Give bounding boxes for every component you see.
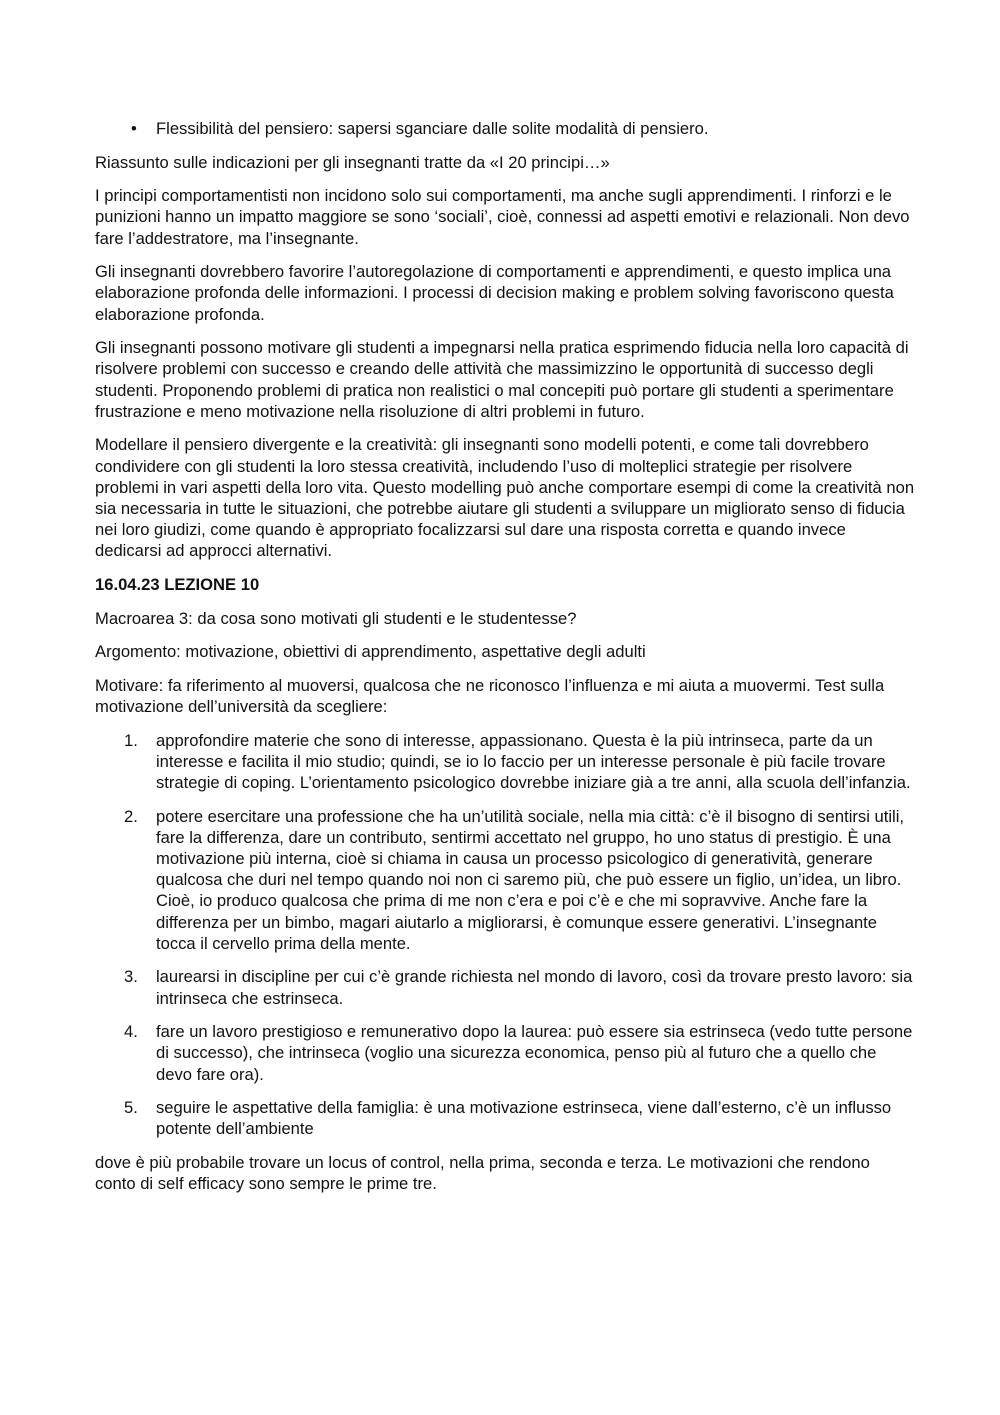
paragraph-behaviorist-principles: I principi comportamentisti non incidono solo sui comportamenti, ma anche sugli apprendimenti. I rinforzi e le punizioni hanno un impatto maggiore se sono ‘sociali’, cioè, connessi ad aspetti emotivi e relazionali. Non devo fare l’addestratore, ma l’insegnante. — [95, 186, 910, 248]
list-item-text: seguire le aspettative della famiglia: è una motivazione estrinseca, viene dall’esterno, c’è un influsso potente dell’ambiente — [156, 1098, 892, 1139]
paragraph-summary-title: Riassunto sulle indicazioni per gli insegnanti tratte da «I 20 principi…» — [95, 152, 610, 172]
list-number: 4. — [124, 1022, 138, 1042]
bullet-text: Flessibilità del pensiero: sapersi sganciare dalle solite modalità di pensiero. — [156, 119, 709, 138]
list-item-text: fare un lavoro prestigioso e remunerativo dopo la laurea: può essere sia estrinseca (vedo tutte persone di successo), che intrinseca (voglio una sicurezza economica, penso più al futuro che a quello che devo fare ora). — [156, 1022, 913, 1084]
document-page — [95, 118, 915, 1207]
paragraph-divergent-thinking: Modellare il pensiero divergente e la creatività: gli insegnanti sono modelli potenti, e come tali dovrebbero condividere con gli studenti la loro stessa creatività, includendo l’uso di molteplici strategie per risolvere problemi in vari aspetti della loro vita. Questo modelling può anche comportare esempi di come la creatività non sia necessaria in tutte le situazioni, che potrebbe aiutare gli studenti a sviluppare un migliorato senso di fiducia nei loro giudizi, come quando è appropriato focalizzarsi sul dare una risposta corretta e quando invece dedicarsi ad approcci alternativi. — [95, 435, 915, 561]
paragraph-locus-of-control: dove è più probabile trovare un locus of control, nella prima, seconda e terza. Le motivazioni che rendono conto di self efficacy sono sempre le prime tre. — [95, 1152, 870, 1194]
paragraph-argomento: Argomento: motivazione, obiettivi di apprendimento, aspettative degli adulti — [95, 642, 646, 662]
list-item — [95, 806, 915, 954]
list-item-text: approfondire materie che sono di interesse, appassionano. Questa è la più intrinseca, parte da un interesse e facilita il mio studio; quindi, se io lo faccio per un interesse personale è più facile trovare strategie di coping. L’orientamento psicologico dovrebbe iniziare già a tre anni, alla scuola dell’infanzia. — [156, 730, 911, 792]
list-item-text: laurearsi in discipline per cui c’è grande richiesta nel mondo di lavoro, così da trovare presto lavoro: sia intrinseca che estrinseca. — [156, 967, 913, 1008]
list-item-text: potere esercitare una professione che ha un’utilità sociale, nella mia città: c’è il bisogno di sentirsi utili, fare la differenza, dare un contributo, sentirmi accettato nel gruppo, ho uno status di prestigio. È una motivazione più interna, cioè si chiama in causa un processo psicologico di generatività, generare qualcosa che duri nel tempo quando noi non ci saremo più, che può essere un figlio, un’idea, un libro. Cioè, io produco qualcosa che prima di me non c’era e poi c’è e che mi sopravvive. Anche fare la differenza per un bimbo, magari aiutarlo a migliorarsi, è comunque essere generativi. L’insegnante tocca il cervello prima della mente. — [156, 806, 905, 953]
list-item — [95, 1021, 915, 1085]
list-number: 1. — [124, 730, 138, 750]
paragraph-motivare: Motivare: fa riferimento al muoversi, qualcosa che ne riconosco l’influenza e mi aiuta a muovermi. Test sulla motivazione dell’università da scegliere: — [95, 675, 885, 716]
paragraph-macroarea: Macroarea 3: da cosa sono motivati gli studenti e le studentesse? — [95, 608, 577, 628]
list-number: 2. — [124, 806, 138, 826]
list-item — [95, 966, 915, 1008]
numbered-list — [95, 730, 915, 1140]
bullet-item — [95, 118, 915, 139]
paragraph-self-regulation: Gli insegnanti dovrebbero favorire l’autoregolazione di comportamenti e apprendimenti, e questo implica una elaborazione profonda delle informazioni. I processi di decision making e problem solving favoriscono questa elaborazione profonda. — [95, 262, 894, 324]
paragraph-motivate-practice: Gli insegnanti possono motivare gli studenti a impegnarsi nella pratica esprimendo fiducia nella loro capacità di risolvere problemi con successo e creando delle attività che massimizzino le opportunità di successo degli studenti. Proponendo problemi di pratica non realistici o mal concepiti può portare gli studenti a sperimentare frustrazione e meno motivazione nella risoluzione di altri problemi in futuro. — [95, 338, 909, 421]
list-item — [95, 1097, 915, 1139]
section-heading: 16.04.23 LEZIONE 10 — [95, 575, 260, 594]
list-number: 5. — [124, 1098, 138, 1118]
bullet-list — [95, 118, 915, 139]
bullet-marker: • — [131, 119, 137, 138]
list-number: 3. — [124, 967, 138, 987]
list-item — [95, 730, 915, 794]
